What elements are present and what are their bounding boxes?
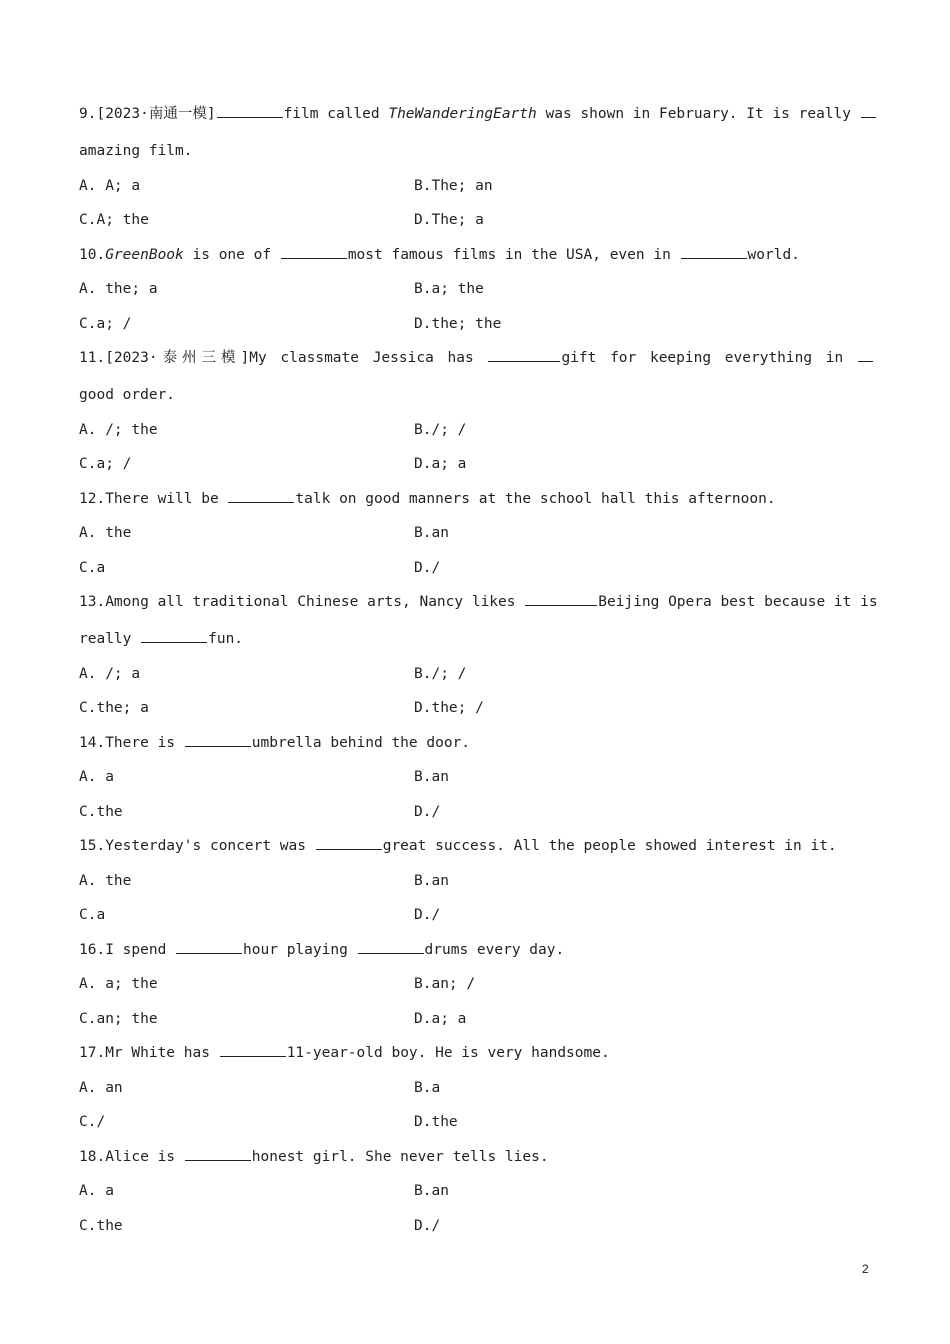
option-b[interactable]: B.an; / xyxy=(414,976,476,992)
option-a[interactable]: A. A; a xyxy=(79,178,141,194)
page-number: 2 xyxy=(862,1262,869,1276)
option-b[interactable]: B.a; the xyxy=(414,281,484,297)
option-a[interactable]: A. the xyxy=(79,873,132,889)
option-c[interactable]: C.a xyxy=(79,907,106,923)
answer-blank[interactable] xyxy=(488,348,560,362)
option-d[interactable]: D.a; a xyxy=(414,1011,467,1027)
question-13: 13.Among all traditional Chinese arts, Nancy likes Beijing Opera best because it is xyxy=(79,594,878,610)
answer-blank[interactable] xyxy=(220,1043,286,1057)
answer-blank[interactable] xyxy=(525,592,597,606)
option-c[interactable]: C.a; / xyxy=(79,456,132,472)
question-13-cont: really fun. xyxy=(79,631,244,647)
answer-blank[interactable] xyxy=(185,1147,251,1161)
answer-blank[interactable] xyxy=(358,940,424,954)
option-d[interactable]: D./ xyxy=(414,907,441,923)
question-18: 18.Alice is honest girl. She never tells lies. xyxy=(79,1149,549,1165)
answer-blank[interactable] xyxy=(185,733,251,747)
answer-blank[interactable] xyxy=(217,104,283,118)
answer-blank[interactable] xyxy=(681,245,747,259)
option-a[interactable]: A. the xyxy=(79,525,132,541)
option-d[interactable]: D.the; the xyxy=(414,316,502,332)
option-d[interactable]: D.The; a xyxy=(414,212,484,228)
answer-blank[interactable] xyxy=(176,940,242,954)
option-a[interactable]: A. a xyxy=(79,769,114,785)
option-a[interactable]: A. /; the xyxy=(79,422,158,438)
question-15: 15.Yesterday's concert was great success. All the people showed interest in it. xyxy=(79,838,837,854)
option-b[interactable]: B.an xyxy=(414,1183,449,1199)
option-a[interactable]: A. the; a xyxy=(79,281,158,297)
answer-blank[interactable] xyxy=(141,629,207,643)
answer-blank[interactable] xyxy=(228,489,294,503)
question-12: 12.There will be talk on good manners at the school hall this afternoon. xyxy=(79,491,776,507)
question-16: 16.I spend hour playing drums every day. xyxy=(79,942,565,958)
answer-blank[interactable] xyxy=(861,104,876,118)
option-a[interactable]: A. a xyxy=(79,1183,114,1199)
option-b[interactable]: B./; / xyxy=(414,666,467,682)
question-10: 10.GreenBook is one of most famous films in the USA, even in world. xyxy=(79,247,800,263)
option-c[interactable]: C.the xyxy=(79,804,123,820)
answer-blank[interactable] xyxy=(316,836,382,850)
option-d[interactable]: D.a; a xyxy=(414,456,467,472)
option-a[interactable]: A. /; a xyxy=(79,666,141,682)
option-c[interactable]: C.an; the xyxy=(79,1011,158,1027)
question-14: 14.There is umbrella behind the door. xyxy=(79,735,471,751)
question-9-cont: amazing film. xyxy=(79,143,193,159)
question-9: 9.[2023·南通一模] film called TheWanderingEarth was shown in February. It is really xyxy=(79,104,874,124)
option-b[interactable]: B.The; an xyxy=(414,178,493,194)
question-17: 17.Mr White has 11-year-old boy. He is very handsome. xyxy=(79,1045,610,1061)
option-b[interactable]: B.an xyxy=(414,769,449,785)
question-11: 11.[2023·泰州三模]My classmate Jessica has gift for keeping everything in xyxy=(79,348,874,368)
answer-blank[interactable] xyxy=(858,348,873,362)
option-b[interactable]: B.an xyxy=(414,525,449,541)
answer-blank[interactable] xyxy=(281,245,347,259)
option-c[interactable]: C./ xyxy=(79,1114,106,1130)
option-a[interactable]: A. an xyxy=(79,1080,123,1096)
option-d[interactable]: D.the xyxy=(414,1114,458,1130)
question-11-cont: good order. xyxy=(79,387,176,403)
option-d[interactable]: D./ xyxy=(414,804,441,820)
option-b[interactable]: B./; / xyxy=(414,422,467,438)
option-c[interactable]: C.a; / xyxy=(79,316,132,332)
option-c[interactable]: C.the xyxy=(79,1218,123,1234)
option-c[interactable]: C.A; the xyxy=(79,212,149,228)
option-c[interactable]: C.a xyxy=(79,560,106,576)
option-d[interactable]: D./ xyxy=(414,1218,441,1234)
option-a[interactable]: A. a; the xyxy=(79,976,158,992)
option-d[interactable]: D.the; / xyxy=(414,700,484,716)
option-c[interactable]: C.the; a xyxy=(79,700,149,716)
option-b[interactable]: B.a xyxy=(414,1080,441,1096)
option-b[interactable]: B.an xyxy=(414,873,449,889)
option-d[interactable]: D./ xyxy=(414,560,441,576)
